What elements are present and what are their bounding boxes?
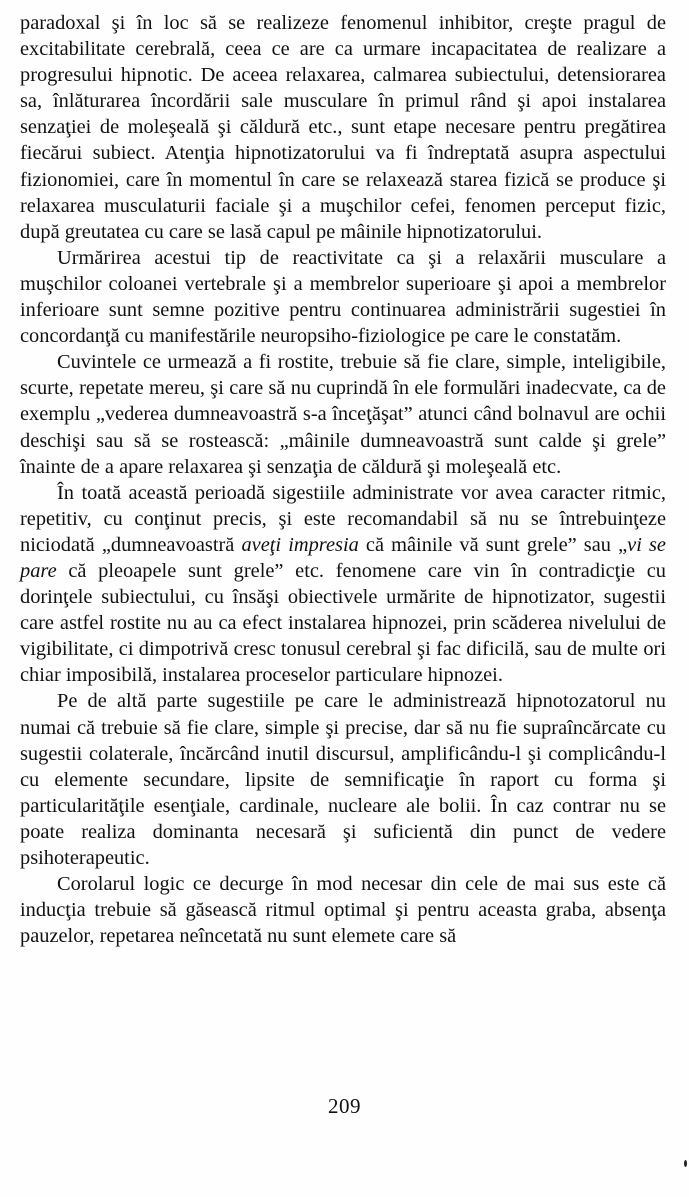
scan-speck: [684, 1160, 687, 1167]
paragraph-3: Cuvintele ce urmează a fi rostite, trebuie să fie clare, simple, inteligibile, scurte, repetate mereu, şi care să nu cuprindă în ele formulări inadecvate, ca de exemplu „vederea dumneavoastră s-a înceţăşat” atunci când bolnavul are ochii deschişi sau să se rostească: „mâinile dumneavoastră sunt calde şi grele” înainte de a apare relaxarea şi senzaţia de căldură şi moleşeală etc.: [20, 351, 666, 478]
paragraph-4-part-3: că mâinile vă sunt grele” sau „: [358, 533, 628, 556]
paragraph-4-part-5: că pleoapele sunt grele” etc. fenomene care vin în contradicţie cu dorinţele subiectului, cu însăşi obiectivele urmărite de hipnotizator, sugestii care astfel rostite nu au ca efect instalarea hipnozei, prin scăderea nivelului de vigibilitate, ci dimpotrivă cresc tonusul cerebral şi fac dificilă, sau de multe ori chiar imposibilă, instalarea proceselor particulare hipnozei.: [20, 559, 666, 687]
paragraph-5: Pe de altă parte sugestiile pe care le administrează hipnotozatorul nu numai că trebuie să fie clare, simple şi precise, dar să nu fie supraîncărcate cu sugestii colaterale, încărcând inutil discursul, amplificându-l şi complicându-l cu elemente secundare, lipsite de semnificaţie în raport cu forma şi particularităţile esenţiale, cardinale, nucleare ale bolii. În caz contrar nu se poate realiza dominanta necesară şi suficientă din punct de vedere psihoterapeutic.: [20, 690, 666, 869]
paragraph-4-italic-1: aveţi impresia: [241, 533, 359, 556]
paragraph-4-part-1: În toată această perioadă sigestiile administrate vor avea caracter ritmic, repetitiv, cu conţinut precis, şi este recomandabil să nu se întrebuinţeze niciodată „dumneavoastră: [20, 481, 666, 556]
paragraph-6: Corolarul logic ce decurge în mod necesar din cele de mai sus este că inducţia trebuie să găsească ritmul optimal şi pentru aceasta graba, absenţa pauzelor, repetarea neîncetată nu sunt elemete care să: [20, 873, 666, 948]
body-text: [20, 10, 666, 949]
paragraph-1: paradoxal şi în loc să se realizeze fenomenul inhibitor, creşte pragul de excitabilitate cerebrală, ceea ce are ca urmare incapacitatea de realizare a progresului hipnotic. De aceea relaxarea, calmarea subiectului, detensiorarea sa, înlăturarea încordării sale musculare în primul rând şi apoi instalarea senzaţiei de moleşeală şi căldură etc., sunt etape necesare pentru pregătirea fiecărui subiect. Atenţia hipnotizatorului va fi îndreptată asupra aspectului fizionomiei, care în momentul în care se relaxează starea fizică se produce şi relaxarea musculaturii faciale şi a muşchilor cefei, fenomen perceput fizic, după greutatea cu care se lasă capul pe mâinile hipnotizatorului.: [20, 12, 666, 243]
page-number: 209: [328, 1094, 361, 1118]
paragraph-2: Urmărirea acestui tip de reactivitate ca şi a relaxării musculare a muşchilor coloanei vertebrale şi a membrelor superioare şi apoi a membrelor inferioare sunt semne pozitive pentru continuarea administrării sugestiei în concordanţă cu manifestările neuropsiho-fiziologice pe care le constatăm.: [20, 246, 666, 348]
paragraph-4-italic-2: vi se pare: [20, 533, 666, 582]
paragraph-4: [20, 480, 666, 689]
